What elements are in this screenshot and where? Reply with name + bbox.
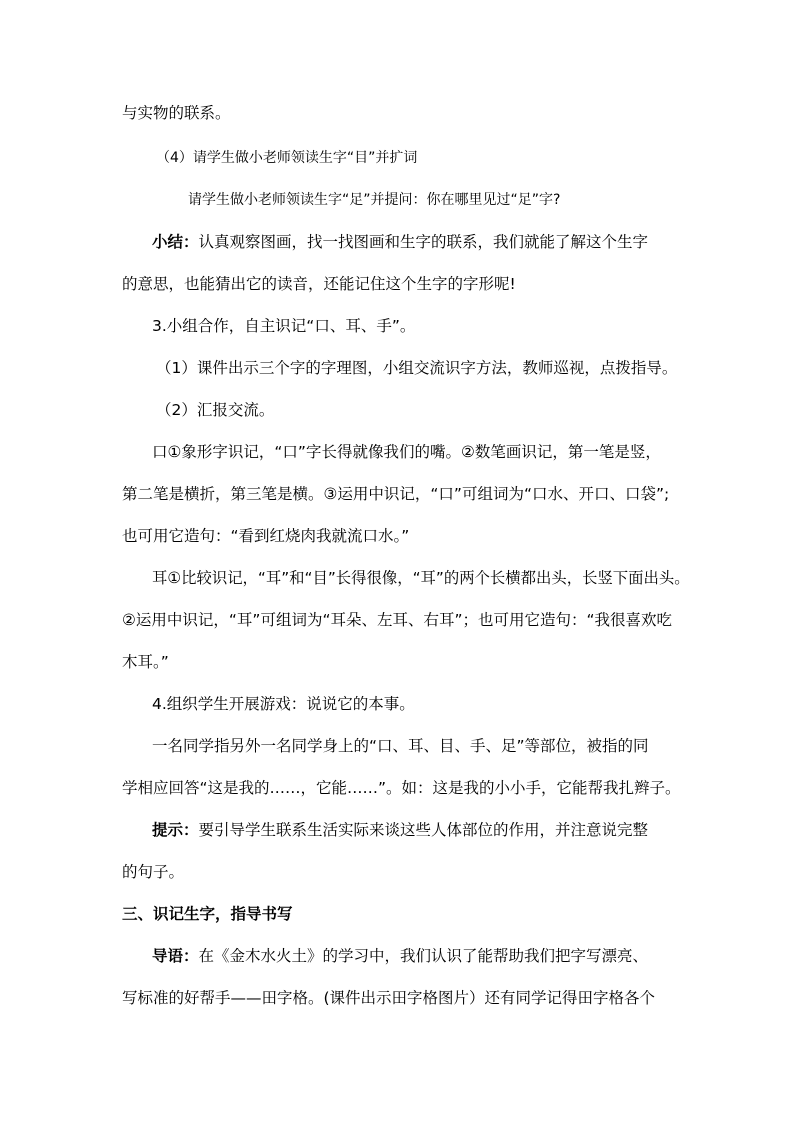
text-line-12: 耳①比较识记，“耳”和“目”长得很像，“耳”的两个长横都出头，长竖下面出头。	[152, 569, 690, 587]
text-line-3: 请学生做小老师领读生字“足”并提问：你在哪里见过“足”字?	[188, 192, 561, 208]
text-line-2: （4）请学生做小老师领读生字“目”并扩词	[156, 150, 418, 166]
text-line-7: （1）课件出示三个字的字理图，小组交流识字方法，教师巡视，点拨指导。	[156, 359, 678, 377]
intro-label: 导语：	[152, 947, 199, 965]
text-line-15: 4.组织学生开展游戏：说说它的本事。	[152, 695, 415, 713]
summary-label: 小结：	[152, 233, 199, 251]
text-line-19: 的句子。	[122, 863, 185, 881]
text-line-9: 口①象形字识记，“口”字长得就像我们的嘴。②数笔画识记，第一笔是竖，	[152, 443, 661, 461]
text-line-4: 小结：认真观察图画，找一找图画和生字的联系，我们就能了解这个生字	[152, 233, 649, 251]
text-line-6: 3.小组合作，自主识记“口、耳、手”。	[152, 317, 416, 335]
text-line-1: 与实物的联系。	[122, 104, 231, 122]
text-line-21: 导语：在《金木水火土》的学习中，我们认识了能帮助我们把字写漂亮、	[152, 947, 649, 965]
text-line-10: 第二笔是横折，第三笔是横。③运用中识记，“口”可组词为“口水、开口、口袋”;	[122, 485, 670, 503]
text-line-14: 木耳。”	[122, 653, 169, 671]
text-line-22: 写标准的好帮手——田字格。(课件出示田字格图片）还有同学记得田字格各个	[122, 989, 656, 1007]
text-line-16: 一名同学指另外一名同学身上的“口、耳、目、手、足”等部位，被指的同	[152, 737, 649, 755]
section-heading: 三、识记生字，指导书写	[122, 905, 293, 923]
hint-label: 提示：	[152, 821, 199, 839]
text-line-8: （2）汇报交流。	[156, 401, 275, 419]
text-line-17: 学相应回答“这是我的……，它能……”。如：这是我的小小手，它能帮我扎辫子。	[122, 779, 681, 797]
text-line-11: 也可用它造句：“看到红烧肉我就流口水。”	[122, 527, 410, 545]
text-line-18: 提示：要引导学生联系生活实际来谈这些人体部位的作用，并注意说完整	[152, 821, 649, 839]
text-line-13: ②运用中识记，“耳”可组词为“耳朵、左耳、右耳”；也可用它造句：“我很喜欢吃	[122, 611, 673, 629]
text-line-5: 的意思，也能猜出它的读音，还能记住这个生字的字形呢!	[122, 275, 516, 293]
